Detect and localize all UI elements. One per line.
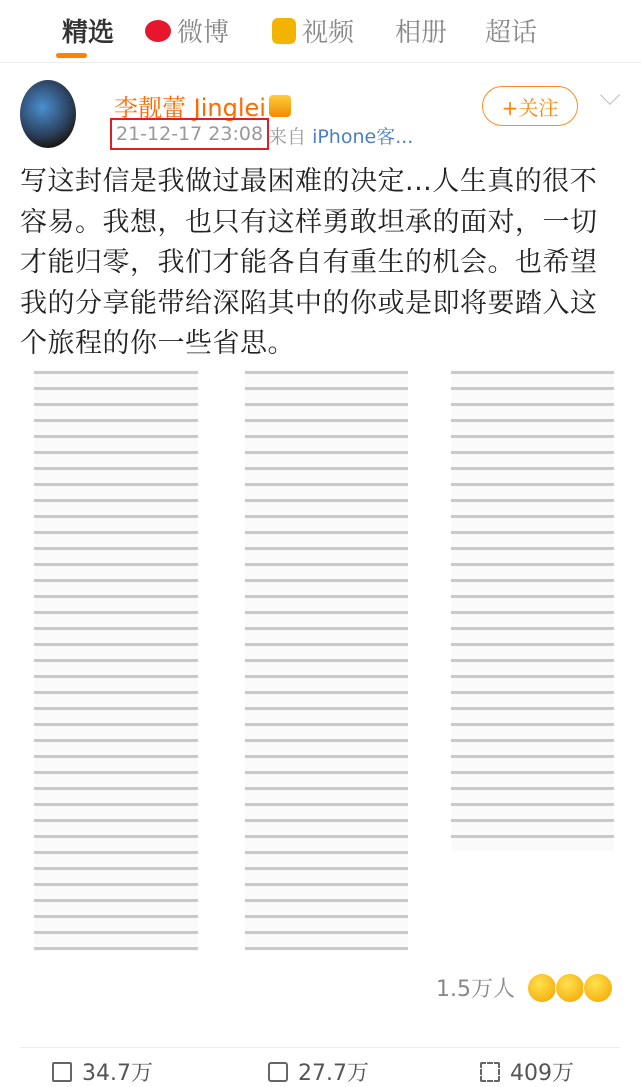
surprised-emoji-icon	[527, 973, 557, 1003]
tab-label: 精选	[62, 18, 115, 48]
crown-badge-icon	[269, 95, 291, 117]
letter-image-3[interactable]	[437, 365, 628, 855]
crying-emoji-icon	[583, 973, 613, 1003]
source-prefix: 来自	[268, 126, 307, 148]
thumbs-up-icon	[480, 1062, 500, 1082]
repost-count: 34.7万	[82, 1061, 153, 1086]
tab-supertopic[interactable]	[485, 12, 537, 49]
chevron-down-icon[interactable]	[600, 85, 620, 105]
post-timestamp: 21-12-17 23:08	[110, 118, 269, 150]
tab-label: 超话	[485, 18, 538, 48]
reactions[interactable]	[436, 972, 613, 1003]
weibo-logo-icon	[145, 20, 171, 42]
letter-image-2[interactable]	[231, 365, 422, 955]
source-link[interactable]: iPhone客...	[312, 126, 414, 148]
tab-label: 相册	[395, 18, 448, 48]
author-name-text: 李靓蕾 Jinglei	[114, 94, 266, 122]
tab-featured[interactable]	[62, 12, 114, 49]
comment-icon	[268, 1062, 288, 1082]
like-count: 409万	[510, 1061, 574, 1086]
tab-video[interactable]	[272, 12, 354, 49]
tab-label: 微博	[177, 18, 230, 48]
avatar[interactable]	[20, 80, 76, 148]
video-badge-icon	[272, 18, 296, 44]
letter-image-1[interactable]	[20, 365, 212, 955]
divider	[20, 1047, 620, 1048]
repost-icon	[52, 1062, 72, 1082]
post-text: 写这封信是我做过最困难的决定...人生真的很不容易。我想，也只有这样勇敢坦承的面对，一切才能归零，我们才能各自有重生的机会。也希望我的分享能带给深陷其中的你或是即将要踏入这个旅程的你一些省思。	[20, 166, 598, 359]
comment-button[interactable]	[268, 1056, 369, 1087]
tab-weibo[interactable]	[145, 12, 229, 49]
post-source	[268, 122, 413, 149]
reaction-count: 1.5万人	[436, 977, 515, 1002]
tab-bar	[0, 0, 641, 63]
laughing-emoji-icon	[555, 973, 585, 1003]
comment-count: 27.7万	[298, 1061, 369, 1086]
active-tab-indicator	[56, 53, 87, 58]
tab-album[interactable]	[395, 12, 447, 49]
tab-label: 视频	[302, 18, 355, 48]
repost-button[interactable]	[52, 1056, 153, 1087]
like-button[interactable]	[480, 1056, 574, 1087]
follow-button[interactable]: +关注	[482, 86, 578, 126]
